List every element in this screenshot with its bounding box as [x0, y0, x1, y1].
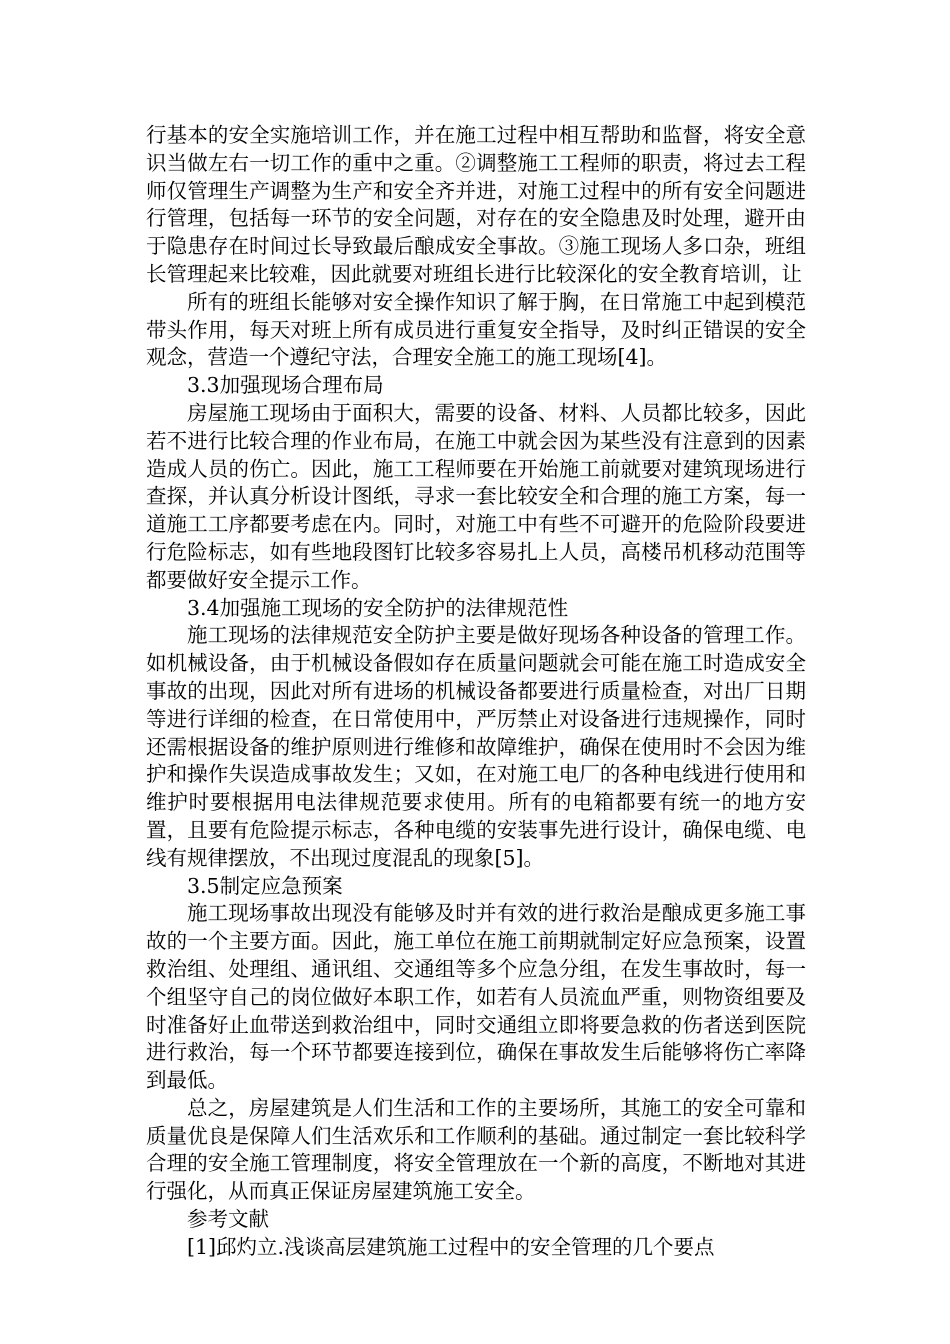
section-heading-3-3: 3.3加强现场合理布局 [187, 373, 384, 398]
body-paragraph-1: 行基本的安全实施培训工作，并在施工过程中相互帮助和监督，将安全意识当做左右一切工作的重中之重。②调整施工工程师的职责，将过去工程师仅管理生产调整为生产和安全齐并进，对施工过程中的所有安全问题进行管理，包括每一环节的安全问题，对存在的安全隐患及时处理，避开由于隐患存在时间过长导致最后酿成安全事故。③施工现场人多口杂，班组长管理起来比较难，因此就要对班组长进行比较深化的安全教育培训，让 [146, 123, 806, 286]
references-heading: 参考文献 [187, 1207, 269, 1232]
body-paragraph-2: 所有的班组长能够对安全操作知识了解于胸，在日常施工中起到模范带头作用，每天对班上所有成员进行重复安全指导，及时纠正错误的安全观念，营造一个遵纪守法，合理安全施工的施工现场[4]。 [146, 289, 806, 370]
body-paragraph-3: 房屋施工现场由于面积大，需要的设备、材料、人员都比较多，因此若不进行比较合理的作业布局，在施工中就会因为某些没有注意到的因素造成人员的伤亡。因此，施工工程师要在开始施工前就要对建筑现场进行查探，并认真分析设计图纸，寻求一套比较安全和合理的施工方案，每一道施工工序都要考虑在内。同时，对施工中有些不可避开的危险阶段要进行危险标志，如有些地段图钉比较多容易扎上人员，高楼吊机移动范围等都要做好安全提示工作。 [146, 400, 806, 592]
document-page [146, 122, 806, 1262]
body-paragraph-4: 施工现场的法律规范安全防护主要是做好现场各种设备的管理工作。如机械设备，由于机械设备假如存在质量问题就会可能在施工时造成安全事故的出现，因此对所有进场的机械设备都要进行质量检查，对出厂日期等进行详细的检查，在日常使用中，严厉禁止对设备进行违规操作，同时还需根据设备的维护原则进行维修和故障维护，确保在使用时不会因为维护和操作失误造成事故发生；又如，在对施工电厂的各种电线进行使用和维护时要根据用电法律规范要求使用。所有的电箱都要有统一的地方安置，且要有危险提示标志，各种电缆的安装事先进行设计，确保电缆、电线有规律摆放，不出现过度混乱的现象[5]。 [146, 623, 806, 870]
section-heading-3-5: 3.5制定应急预案 [187, 873, 343, 898]
reference-item-1: [1]邱灼立.浅谈高层建筑施工过程中的安全管理的几个要点 [187, 1234, 715, 1259]
section-heading-3-4: 3.4加强施工现场的安全防护的法律规范性 [187, 595, 569, 620]
body-paragraph-conclusion: 总之，房屋建筑是人们生活和工作的主要场所，其施工的安全可靠和质量优良是保障人们生活欢乐和工作顺利的基础。通过制定一套比较科学合理的安全施工管理制度，将安全管理放在一个新的高度，不断地对其进行强化，从而真正保证房屋建筑施工安全。 [146, 1095, 806, 1204]
body-paragraph-5: 施工现场事故出现没有能够及时并有效的进行救治是酿成更多施工事故的一个主要方面。因此，施工单位在施工前期就制定好应急预案，设置救治组、处理组、通讯组、交通组等多个应急分组，在发生事故时，每一个组坚守自己的岗位做好本职工作，如若有人员流血严重，则物资组要及时准备好止血带送到救治组中，同时交通组立即将要急救的伤者送到医院进行救治，每一个环节都要连接到位，确保在事故发生后能够将伤亡率降到最低。 [146, 901, 806, 1093]
